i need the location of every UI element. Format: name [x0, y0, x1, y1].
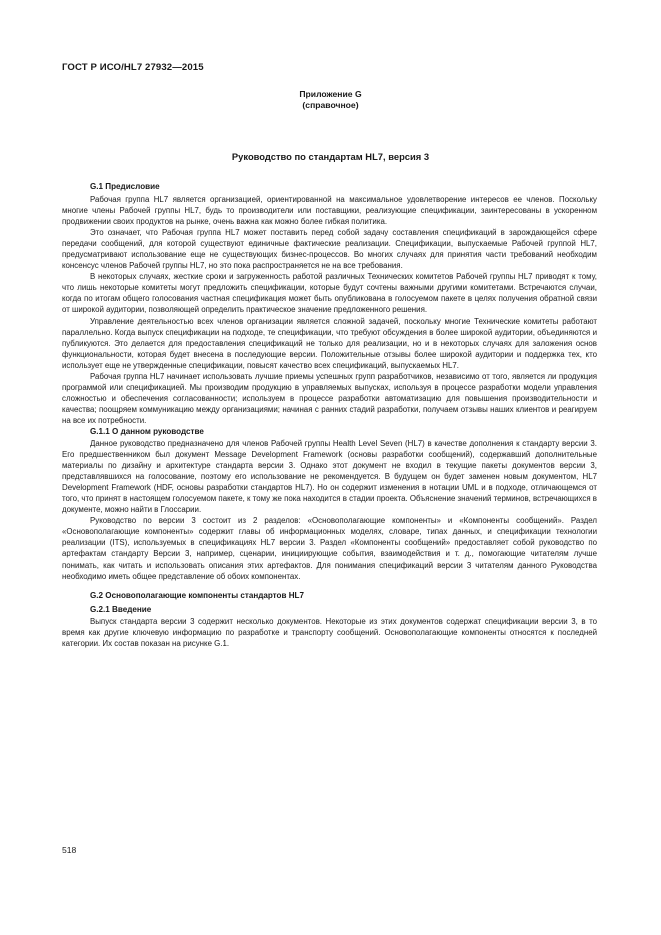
standard-designation: ГОСТ Р ИСО/HL7 27932—2015 [62, 62, 204, 73]
document-title: Руководство по стандартам HL7, версия 3 [231, 151, 430, 162]
paragraph: Руководство по версии 3 состоит из 2 разделов: «Основополагающие компоненты» и «Компоненты сообщений». Раздел «Основополагающие компоненты» содержит главы об информационных моделях, словаре, типах данных, и спецификации технологии реализации (ITS), используемых в спецификациях HL7 версии 3. Раздел «Компоненты сообщений» предоставляет собой руководство по артефактам стандарту Версии 3, например, сценарии, инициирующие события, взаимодействия и т. д., помогающие читателям лучше понимать, как читать и использовать описания этих артефактов. Для понимания спецификаций версии 3 читателям данного Руководства необходимо иметь общее представление об обоих компонентах. [62, 516, 597, 581]
page-number: 518 [62, 845, 77, 855]
main-content [62, 181, 597, 649]
annex-note: (справочное) [302, 100, 359, 110]
paragraph: В некоторых случаях, жесткие сроки и загруженность работой различных Технических комитетов Рабочей группы HL7 приводят к тому, что лишь некоторые комитеты могут предложить спецификации, которые будут сочтены важными другими комитетами. Встречаются случаи, когда по итогам общего голосования частная спецификация может быть опубликована в голосуемом пакете в целях получения обратной связи от широкой аудитории, позволяющей определить практическое значение предложенного решения. [62, 272, 597, 315]
paragraph: Рабочая группа HL7 является организацией, ориентированной на максимальное удовлетворение интересов ее членов. Поскольку многие члены Рабочей группы HL7, будь то производители или поставщики, реализующие спецификации, заинтересованы в ускоренном продвижении своих продуктов на рынке, очень важна как можно более гибкая политика. [62, 195, 597, 227]
section-heading-g2: G.2 Основополагающие компоненты стандартов HL7 [90, 590, 305, 600]
section-heading-g2-1: G.2.1 Введение [90, 604, 152, 614]
section-heading-g1-1: G.1.1 О данном руководстве [90, 426, 204, 436]
section-heading-g1: G.1 Предисловие [90, 182, 160, 191]
paragraph: Управление деятельностью всех членов организации является сложной задачей, поскольку многие Технические комитеты работают параллельно. Когда выпуск спецификации на подходе, те спецификации, что требуют обсуждения в более широкой аудитории, объединяются и публикуются. Это делается для предоставления спецификаций не только для реализации, но и в некоторых случаях для заложения основ функциональности, которая будет внесена в последующие версии. Положительные отзывы более широкой аудитории и поддержка тех, кто использует еще не утвержденные спецификации, повысят качество всех спецификаций, выпускаемых HL7. [62, 316, 597, 370]
paragraph: Данное руководство предназначено для членов Рабочей группы Health Level Seven (HL7) в качестве дополнения к стандарту версии 3. Его предшественником был документ Message Development Framework (основы разработки сообщений), содержавший дополнительные материалы по дизайну и архитектуре стандарта версии 3. Однако этот документ не входил в текущие пакеты документов версии 3, представлявшихся на голосование, поэтому его использование не рекомендуется. В будущем он будет заменен новым документом, HL7 Development Framework (HDF, основы разработки стандартов HL7). Но он содержит изменения в нотации UML и в подходе, отличающемся от того, что принят в настоящем голосуемом пакете, к тому же пока находится в стадии проекта. Объяснение значений терминов, встречающихся в документе, можно найти в Глоссарии. [62, 438, 597, 515]
paragraph: Это означает, что Рабочая группа HL7 может поставить перед собой задачу составления спецификаций в зарождающейся сфере передачи сообщений, для которой существуют единичные фактические реализации. Спецификации, выпускаемые Рабочей группой HL7, предусматривают использование еще не существующих бизнес-процессов. Во многих случаях для принятия части требований необходим консенсус членов Рабочей группы HL7, но это пока распространяется не на все требования. [62, 228, 597, 271]
annex-label: Приложение G [299, 89, 362, 99]
annex-heading [0, 89, 661, 111]
paragraph: Выпуск стандарта версии 3 содержит несколько документов. Некоторые из этих документов содержат спецификации версии 3, в то время как другие ключевую информацию по разработке и транспорту сообщений. Основополагающие компоненты относятся к последней категории. Их состав показан на рисунке G.1. [62, 616, 597, 648]
paragraph: Рабочая группа HL7 начинает использовать лучшие приемы успешных групп разработчиков, независимо от того, является ли продукция программой или спецификацией. Мы производим продукцию в управляемых выпусках, используя в процессе разработки модели управления сложностью и обеспечения согласованности; используем в процессе разработки автоматизацию для повышения производительности и качества; поощряем коммуникацию между организациями; начиная с ранних стадий разработки, получаем отзывы наших клиентов и реагируем на все их потребности. [62, 371, 597, 425]
